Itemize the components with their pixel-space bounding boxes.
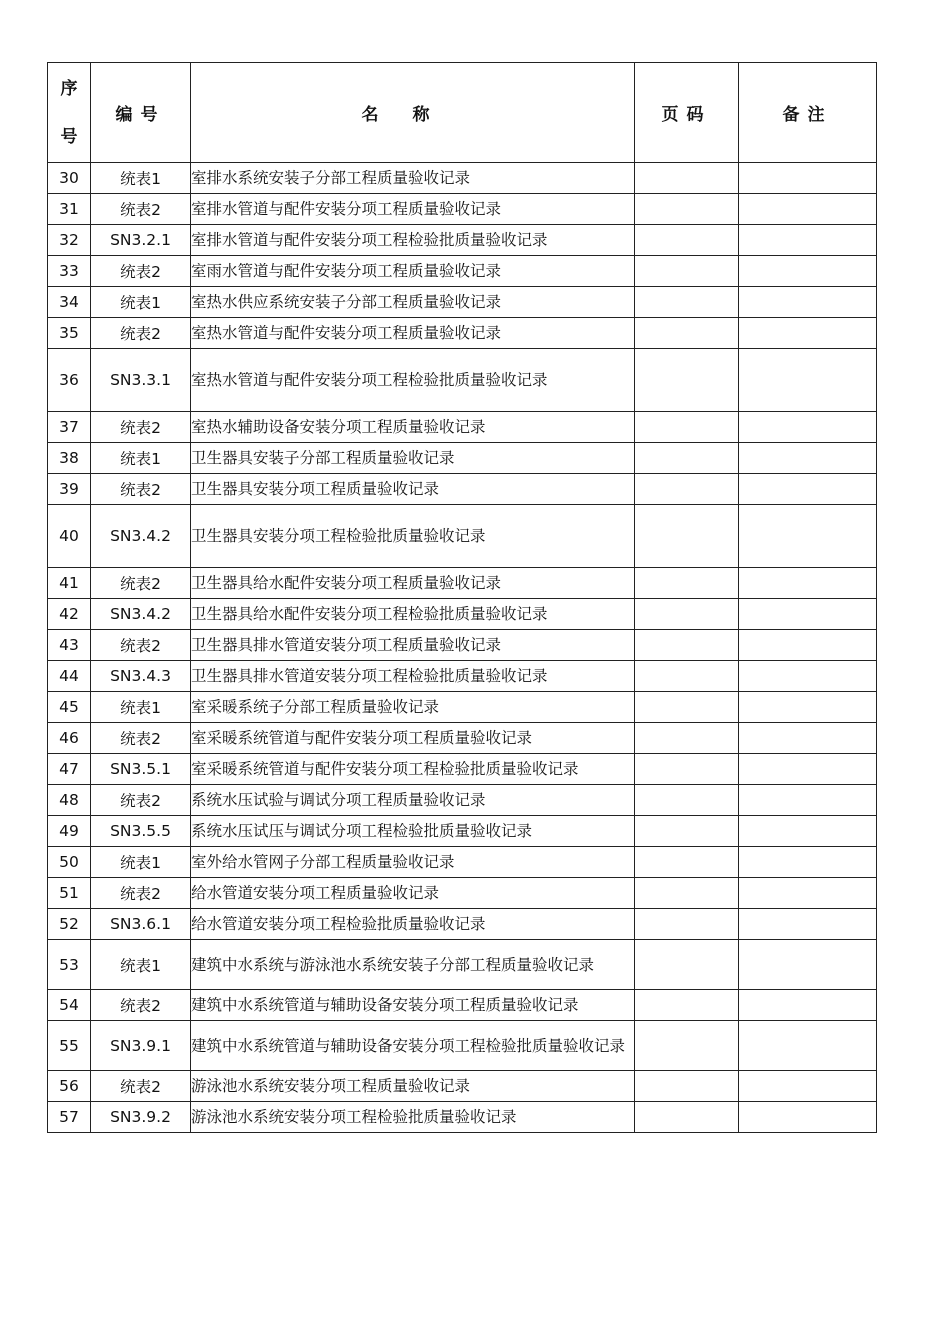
row-name: 室热水管道与配件安装分项工程检验批质量验收记录 [191,349,635,412]
table-row [48,412,877,443]
row-page [635,1102,739,1133]
row-page [635,568,739,599]
row-page [635,661,739,692]
row-code: 统表2 [91,412,191,443]
row-name: 室采暖系统管道与配件安装分项工程检验批质量验收记录 [191,754,635,785]
row-code: SN3.2.1 [91,225,191,256]
table-row [48,1102,877,1133]
row-remark [739,847,877,878]
row-name: 卫生器具安装分项工程质量验收记录 [191,474,635,505]
row-code: SN3.5.5 [91,816,191,847]
row-code: 统表1 [91,287,191,318]
row-remark [739,785,877,816]
row-page [635,847,739,878]
row-page [635,287,739,318]
table-row [48,847,877,878]
row-remark [739,661,877,692]
row-remark [739,909,877,940]
row-code: 统表2 [91,256,191,287]
table-row [48,443,877,474]
row-code: SN3.6.1 [91,909,191,940]
row-remark [739,1021,877,1071]
row-page [635,785,739,816]
row-seq: 57 [48,1102,91,1133]
row-seq: 49 [48,816,91,847]
row-seq: 47 [48,754,91,785]
row-page [635,599,739,630]
row-name: 系统水压试验与调试分项工程质量验收记录 [191,785,635,816]
row-code: SN3.5.1 [91,754,191,785]
row-name: 卫生器具安装子分部工程质量验收记录 [191,443,635,474]
table-row [48,723,877,754]
row-page [635,163,739,194]
row-code: 统表2 [91,878,191,909]
row-name: 室采暖系统管道与配件安装分项工程质量验收记录 [191,723,635,754]
row-code: 统表1 [91,443,191,474]
table-row [48,287,877,318]
row-page [635,909,739,940]
row-seq: 35 [48,318,91,349]
table-row [48,940,877,990]
row-seq: 33 [48,256,91,287]
table-row [48,785,877,816]
row-code: 统表1 [91,163,191,194]
row-page [635,816,739,847]
row-seq: 50 [48,847,91,878]
table-row [48,194,877,225]
row-name: 建筑中水系统管道与辅助设备安装分项工程检验批质量验收记录 [191,1021,635,1071]
row-code: SN3.9.1 [91,1021,191,1071]
table-row [48,225,877,256]
header-page: 页码 [635,63,739,163]
row-page [635,990,739,1021]
row-remark [739,568,877,599]
row-page [635,692,739,723]
table-row [48,1071,877,1102]
row-seq: 48 [48,785,91,816]
row-page [635,256,739,287]
row-seq: 32 [48,225,91,256]
row-seq: 40 [48,505,91,568]
row-remark [739,1102,877,1133]
row-page [635,754,739,785]
row-remark [739,443,877,474]
table-row [48,754,877,785]
table-row [48,816,877,847]
row-code: 统表2 [91,723,191,754]
row-code: 统表2 [91,474,191,505]
table-row [48,474,877,505]
row-name: 室采暖系统子分部工程质量验收记录 [191,692,635,723]
table-row [48,990,877,1021]
row-name: 给水管道安装分项工程检验批质量验收记录 [191,909,635,940]
row-code: SN3.4.2 [91,505,191,568]
table-row [48,505,877,568]
row-seq: 31 [48,194,91,225]
row-remark [739,1071,877,1102]
row-code: 统表2 [91,568,191,599]
row-name: 卫生器具给水配件安装分项工程质量验收记录 [191,568,635,599]
table-row [48,692,877,723]
row-name: 室雨水管道与配件安装分项工程质量验收记录 [191,256,635,287]
table-row [48,568,877,599]
row-code: 统表2 [91,785,191,816]
row-name: 室排水系统安装子分部工程质量验收记录 [191,163,635,194]
row-page [635,443,739,474]
table-row [48,599,877,630]
row-page [635,318,739,349]
row-remark [739,940,877,990]
row-seq: 55 [48,1021,91,1071]
table-header-row [48,63,877,163]
row-seq: 53 [48,940,91,990]
table-row [48,349,877,412]
table-row [48,630,877,661]
row-page [635,194,739,225]
row-code: SN3.3.1 [91,349,191,412]
row-page [635,225,739,256]
row-seq: 39 [48,474,91,505]
row-code: 统表2 [91,1071,191,1102]
row-seq: 38 [48,443,91,474]
row-remark [739,723,877,754]
row-name: 卫生器具排水管道安装分项工程检验批质量验收记录 [191,661,635,692]
row-seq: 52 [48,909,91,940]
table-row [48,1021,877,1071]
header-seq-line1: 序 [60,78,78,99]
row-code: SN3.4.2 [91,599,191,630]
row-remark [739,349,877,412]
table-row [48,163,877,194]
row-seq: 36 [48,349,91,412]
row-remark [739,816,877,847]
row-name: 建筑中水系统管道与辅助设备安装分项工程质量验收记录 [191,990,635,1021]
row-remark [739,474,877,505]
row-code: 统表2 [91,630,191,661]
row-seq: 30 [48,163,91,194]
header-code: 编号 [91,63,191,163]
record-index-table [47,62,877,1133]
row-name: 系统水压试压与调试分项工程检验批质量验收记录 [191,816,635,847]
row-name: 游泳池水系统安装分项工程质量验收记录 [191,1071,635,1102]
row-name: 室排水管道与配件安装分项工程质量验收记录 [191,194,635,225]
row-code: 统表2 [91,990,191,1021]
table-row [48,878,877,909]
row-remark [739,412,877,443]
row-seq: 56 [48,1071,91,1102]
row-page [635,505,739,568]
row-page [635,349,739,412]
row-remark [739,505,877,568]
row-code: 统表1 [91,940,191,990]
row-seq: 41 [48,568,91,599]
header-seq-line2: 号 [60,126,78,147]
table-row [48,256,877,287]
row-page [635,723,739,754]
row-remark [739,256,877,287]
row-name: 室热水管道与配件安装分项工程质量验收记录 [191,318,635,349]
row-remark [739,599,877,630]
row-name: 给水管道安装分项工程质量验收记录 [191,878,635,909]
row-code: 统表2 [91,194,191,225]
row-remark [739,225,877,256]
row-seq: 37 [48,412,91,443]
row-page [635,940,739,990]
row-seq: 54 [48,990,91,1021]
row-seq: 42 [48,599,91,630]
header-name: 名称 [191,63,635,163]
row-remark [739,287,877,318]
row-page [635,412,739,443]
row-name: 游泳池水系统安装分项工程检验批质量验收记录 [191,1102,635,1133]
row-seq: 45 [48,692,91,723]
header-seq [48,63,91,163]
row-remark [739,878,877,909]
row-seq: 34 [48,287,91,318]
row-remark [739,754,877,785]
table-body [48,163,877,1133]
row-name: 室热水辅助设备安装分项工程质量验收记录 [191,412,635,443]
header-remark: 备注 [739,63,877,163]
row-seq: 43 [48,630,91,661]
row-seq: 46 [48,723,91,754]
row-code: SN3.9.2 [91,1102,191,1133]
row-remark [739,318,877,349]
row-remark [739,194,877,225]
row-page [635,1021,739,1071]
row-seq: 51 [48,878,91,909]
row-page [635,630,739,661]
row-seq: 44 [48,661,91,692]
row-code: 统表2 [91,318,191,349]
row-code: 统表1 [91,847,191,878]
row-code: 统表1 [91,692,191,723]
row-name: 卫生器具安装分项工程检验批质量验收记录 [191,505,635,568]
row-remark [739,990,877,1021]
row-page [635,1071,739,1102]
table-row [48,318,877,349]
row-name: 室外给水管网子分部工程质量验收记录 [191,847,635,878]
table-row [48,661,877,692]
row-name: 卫生器具给水配件安装分项工程检验批质量验收记录 [191,599,635,630]
row-remark [739,630,877,661]
row-name: 卫生器具排水管道安装分项工程质量验收记录 [191,630,635,661]
row-page [635,474,739,505]
row-name: 建筑中水系统与游泳池水系统安装子分部工程质量验收记录 [191,940,635,990]
table-row [48,909,877,940]
row-name: 室排水管道与配件安装分项工程检验批质量验收记录 [191,225,635,256]
row-code: SN3.4.3 [91,661,191,692]
row-page [635,878,739,909]
row-remark [739,692,877,723]
row-remark [739,163,877,194]
row-name: 室热水供应系统安装子分部工程质量验收记录 [191,287,635,318]
